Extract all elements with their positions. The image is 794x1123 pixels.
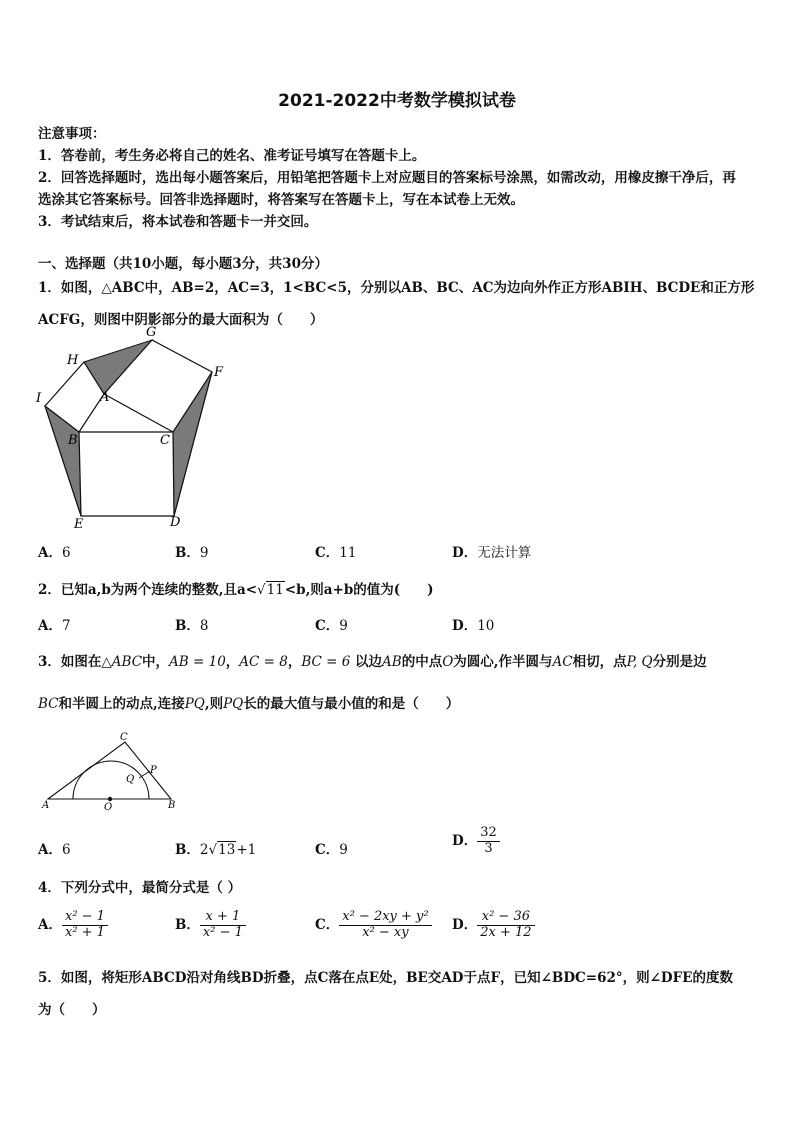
notice-item-2-cont: 选涂其它答案标号。回答非选择题时，将答案写在答题卡上，写在本试卷上无效。: [38, 192, 524, 208]
q3-option-d-fraction: $\frac{32}{3}$: [477, 826, 500, 857]
q1-option-b[interactable]: B．9: [175, 545, 209, 561]
q3-figure: [38, 730, 188, 815]
q1-label-i: I: [36, 391, 42, 406]
q3-option-d[interactable]: D． $\frac{32}{3}$: [452, 826, 500, 857]
q1-option-c[interactable]: C．11: [315, 545, 357, 561]
q1-figure: [34, 322, 234, 536]
q4-option-c[interactable]: C． $\frac{\text{x² − 2xy + y²}}{\text{x² − xy}}$: [315, 910, 432, 941]
notice-heading: 注意事项：: [38, 126, 106, 142]
q1-stem-line1: 1．如图，△ABC中，AB=2，AC=3，1<BC<5，分别以AB、BC、AC为边向外作正方形ABIH、BCDE和正方形: [38, 280, 755, 296]
q1-label-h: H: [67, 353, 79, 368]
q3-label-c: C: [120, 732, 128, 743]
q1-label-c: C: [160, 433, 170, 448]
q4-option-b[interactable]: B． $\frac{x + 1}{\text{x² − 1}}$: [175, 910, 246, 941]
q5-stem-line2: 为（ ）: [38, 1002, 106, 1018]
q2-sqrt: √11: [257, 582, 284, 598]
q3-label-b: B: [168, 800, 176, 811]
notice-item-1: 1．答卷前，考生务必将自己的姓名、准考证号填写在答题卡上。: [38, 148, 426, 164]
q3-center-dot: [108, 797, 112, 801]
section-heading: 一、选择题（共10小题，每小题3分，共30分）: [38, 256, 328, 272]
q1-label-b: B: [68, 433, 78, 448]
q3-label-p: P: [150, 765, 157, 776]
q1-stem-line2: ACFG，则图中阴影部分的最大面积为（ ）: [38, 312, 324, 328]
q1-label-g: G: [146, 325, 157, 340]
q1-label-d: D: [170, 515, 181, 530]
q3-option-c[interactable]: C．9: [315, 842, 348, 858]
notice-item-3: 3．考试结束后，将本试卷和答题卡一并交回。: [38, 214, 318, 230]
q5-stem-line1: 5．如图，将矩形ABCD沿对角线BD折叠，点C落在点E处，BE交AD于点F，已知∠BDC=62°，则∠DFE的度数: [38, 970, 734, 986]
q3-stem-line1: 3．如图在△ABC中，AB = 10，AC = 8，BC = 6 以边AB的中点O为圆心,作半圆与AC相切，点P, Q分别是边: [38, 654, 707, 670]
q1-option-d[interactable]: D．无法计算: [452, 545, 532, 561]
q3-stem-line2: BC和半圆上的动点,连接PQ,则PQ长的最大值与最小值的和是（ ）: [38, 696, 460, 712]
q4-option-a[interactable]: A． $\frac{\text{x² − 1}}{\text{x² + 1}}$: [38, 910, 108, 941]
q2-option-d[interactable]: D．10: [452, 618, 495, 634]
q1-option-a[interactable]: A．6: [38, 545, 71, 561]
q1-label-a: A: [100, 390, 110, 405]
q4-option-d[interactable]: D． $\frac{\text{x² − 36}}{2x + 12}$: [452, 910, 535, 941]
page-title: 2021-2022中考数学模拟试卷: [278, 91, 516, 111]
q3-option-b[interactable]: B．2√13+1: [175, 842, 257, 858]
q1-label-e: E: [74, 517, 84, 532]
q3-option-a[interactable]: A．6: [38, 842, 71, 858]
notice-item-2: 2．回答选择题时，选出每小题答案后，用铅笔把答题卡上对应题目的答案标号涂黑，如需改动，用橡皮擦干净后，再: [38, 170, 736, 186]
q2-option-b[interactable]: B．8: [175, 618, 209, 634]
q2-option-a[interactable]: A．7: [38, 618, 71, 634]
q3-label-a: A: [42, 800, 50, 811]
q3-semicircle: [73, 761, 149, 799]
q2-stem: 2．已知a,b为两个连续的整数,且a<√11<b,则a+b的值为( ): [38, 582, 434, 598]
q3-label-o: O: [104, 802, 113, 813]
q2-option-c[interactable]: C．9: [315, 618, 348, 634]
q3-label-q: Q: [126, 774, 135, 785]
q4-stem: 4．下列分式中，最简分式是（ ）: [38, 880, 242, 896]
q1-label-f: F: [214, 365, 224, 380]
